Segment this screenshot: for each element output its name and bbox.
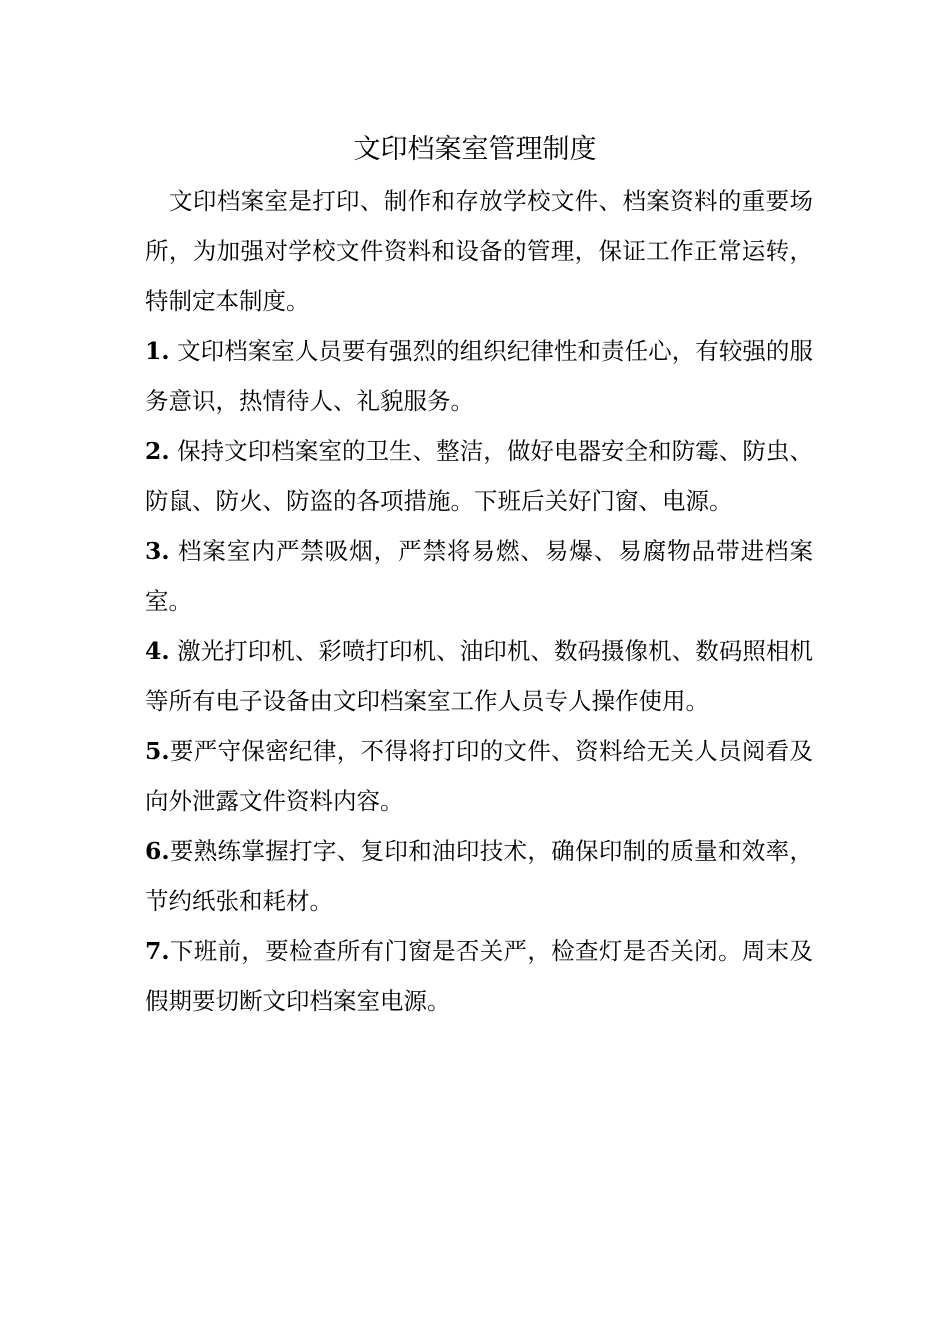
rule-item-4 <box>145 626 813 726</box>
rule-text: 激光打印机、彩喷打印机、油印机、数码摄像机、数码照相机等所有电子设备由文印档案室工作人员专人操作使用。 <box>145 637 813 715</box>
rule-item-1 <box>145 326 813 426</box>
document-title: 文印档案室管理制度 <box>353 134 597 165</box>
rule-text: 要严守保密纪律，不得将打印的文件、资料给无关人员阅看及向外泄露文件资料内容。 <box>145 737 813 815</box>
rule-number: 6. <box>145 837 170 865</box>
rule-text: 档案室内严禁吸烟，严禁将易燃、易爆、易腐物品带进档案室。 <box>145 537 813 615</box>
rule-number: 5. <box>145 737 170 765</box>
rule-text: 文印档案室人员要有强烈的组织纪律性和责任心，有较强的服务意识，热情待人、礼貌服务。 <box>145 337 813 415</box>
rule-item-6 <box>145 826 813 926</box>
intro-paragraph: 文印档案室是打印、制作和存放学校文件、档案资料的重要场所，为加强对学校文件资料和设备的管理，保证工作正常运转，特制定本制度。 <box>145 187 813 315</box>
rule-number: 2. <box>145 437 170 465</box>
rule-item-7 <box>145 926 813 1026</box>
document-body <box>145 176 813 1026</box>
rule-text: 保持文印档案室的卫生、整洁，做好电器安全和防霉、防虫、防鼠、防火、防盗的各项措施。下班后关好门窗、电源。 <box>145 437 813 515</box>
rule-text: 要熟练掌握打字、复印和油印技术，确保印制的质量和效率，节约纸张和耗材。 <box>145 837 813 915</box>
rule-item-2 <box>145 426 813 526</box>
rule-number: 7. <box>145 937 170 965</box>
rule-number: 4. <box>145 637 170 665</box>
rule-item-5 <box>145 726 813 826</box>
rule-number: 1. <box>145 337 170 365</box>
rule-item-3 <box>145 526 813 626</box>
rule-text: 下班前，要检查所有门窗是否关严，检查灯是否关闭。周末及假期要切断文印档案室电源。 <box>145 937 813 1015</box>
rule-number: 3. <box>145 537 170 565</box>
